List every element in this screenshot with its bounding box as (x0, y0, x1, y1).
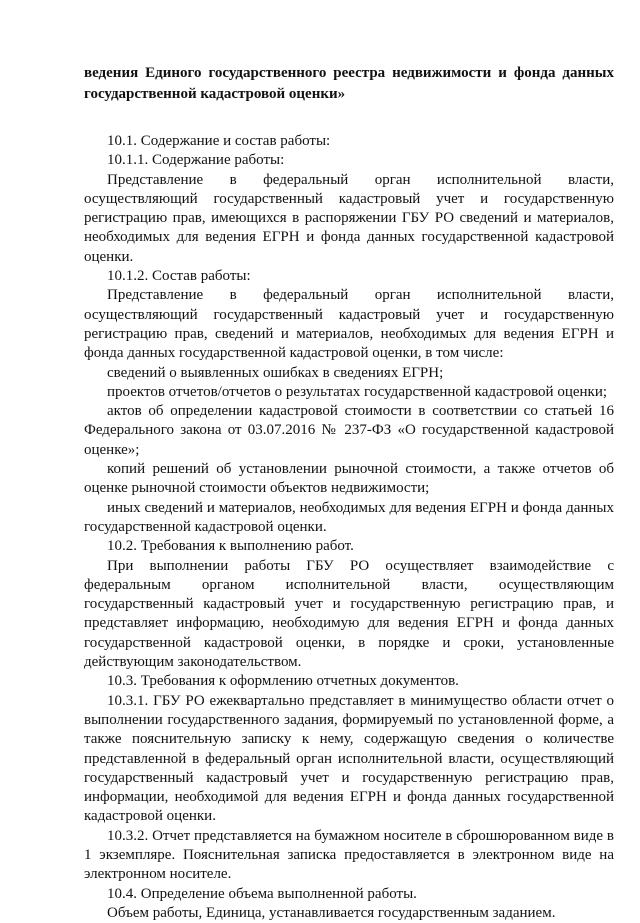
paragraph-interaction: При выполнении работы ГБУ РО осуществляет взаимодействие с федеральным органом исполнительной власти, осуществляющим государственный кадастровый учет и государственную регистрацию прав, и представляет информацию, необходимую для ведения ЕГРН и фонда данных государственной кадастровой оценки, в порядке и сроки, установленные действующим законодательством. (84, 557, 614, 671)
section-heading-10-3: 10.3. Требования к оформлению отчетных документов. (107, 673, 459, 690)
subsection-heading-10-1-1: 10.1.1. Содержание работы: (107, 152, 285, 169)
list-item-report-drafts: проектов отчетов/отчетов о результатах государственной кадастровой оценки; (107, 383, 608, 400)
paragraph-10-3-1: 10.3.1. ГБУ РО ежеквартально представляет в минимущество области отчет о выполнении государственного задания, формируемый по установленной форме, а также пояснительную записку к нему, содержащую сведения о количестве представленной в федеральный орган исполнительной власти, осуществляющий государственный кадастровый учет и государственную регистрацию прав, информации, необходимой для ведения ЕГРН и фонда данных государственной кадастровой оценки. (84, 692, 614, 825)
subsection-heading-10-1-2: 10.1.2. Состав работы: (107, 268, 251, 285)
document-page (84, 0, 614, 923)
list-item-cadastral-acts: актов об определении кадастровой стоимости в соответствии со статьей 16 Федерального закона от 03.07.2016 № 237-ФЗ «О государственной кадастровой оценке»; (84, 403, 614, 458)
paragraph-work-content: Представление в федеральный орган исполнительной власти, осуществляющий государственный кадастровый учет и государственную регистрацию прав, имеющихся в распоряжении ГБУ РО сведений и материалов, необходимых для ведения ЕГРН и фонда данных государственной кадастровой оценки. (84, 171, 614, 265)
list-item-errors: сведений о выявленных ошибках в сведениях ЕГРН; (107, 364, 444, 381)
list-item-market-value-decisions: копий решений об установлении рыночной стоимости, а также отчетов об оценке рыночной стоимости объектов недвижимости; (84, 461, 614, 497)
document-heading: ведения Единого государственного реестра недвижимости и фонда данных государственной кадастровой оценки» (84, 65, 614, 102)
section-heading-10-2: 10.2. Требования к выполнению работ. (107, 538, 354, 555)
section-heading-10-4: 10.4. Определение объема выполненной работы. (107, 885, 417, 902)
list-item-other-materials: иных сведений и материалов, необходимых для ведения ЕГРН и фонда данных государственной кадастровой оценки. (84, 499, 614, 535)
document-body (84, 132, 614, 923)
paragraph-work-volume: Объем работы, Единица, устанавливается государственным заданием. (107, 904, 556, 921)
paragraph-work-composition: Представление в федеральный орган исполнительной власти, осуществляющий государственный кадастровый учет и государственную регистрацию прав, сведений и материалов, необходимых для ведения ЕГРН и фонда данных государственной кадастровой оценки, в том числе: (84, 287, 614, 362)
section-heading-10-1: 10.1. Содержание и состав работы: (107, 133, 331, 149)
paragraph-10-3-2: 10.3.2. Отчет представляется на бумажном носителе в сброшюрованном виде в 1 экземпляре. Пояснительная записка предоставляется в электронном виде на электронном носителе. (84, 827, 614, 883)
